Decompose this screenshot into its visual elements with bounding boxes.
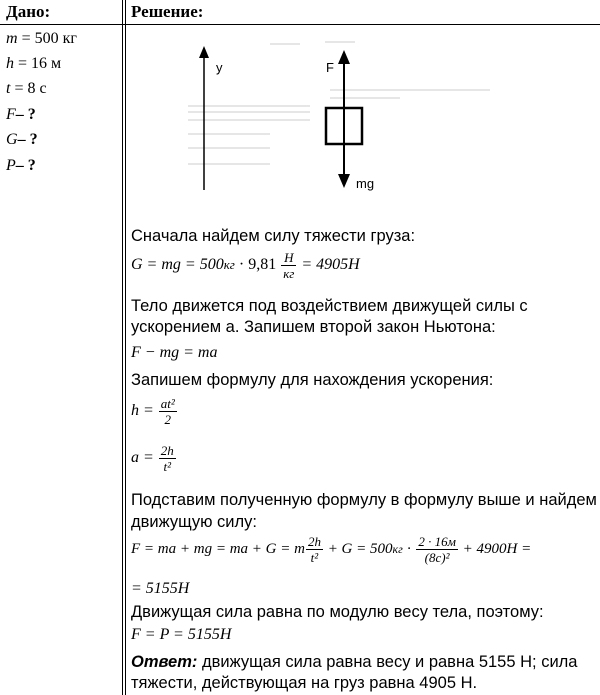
given-time: t = 8 с: [6, 80, 47, 97]
solution-header: Решение:: [131, 2, 204, 21]
step-3-text: Запишем формулу для нахождения ускорения:: [131, 371, 494, 389]
force-diagram: [180, 38, 510, 198]
formula-newton: F − mg = ma: [131, 344, 218, 361]
y-axis-label: y: [216, 60, 223, 75]
formula-result: = 5155H: [131, 580, 190, 597]
given-height: h = 16 м: [6, 55, 62, 72]
given-find-p: P– ?: [6, 157, 36, 174]
given-mass: m = 500 кг: [6, 30, 77, 47]
step-4-text-line1: Подставим полученную формулу в формулу выше и найдем: [131, 491, 597, 509]
column-divider: [122, 0, 123, 695]
answer-line2: тяжести, действующая на груз равна 4905 Н.: [131, 674, 478, 692]
force-up-label: F: [326, 60, 334, 75]
column-divider-inner: [125, 0, 126, 695]
formula-gravity: G = mg = 500кг · 9,81 $\frac{H}{кг}$ = 4905H: [131, 250, 360, 281]
step-1-text: Сначала найдем силу тяжести груза:: [131, 227, 416, 245]
step-2-text-line1: Тело движется под воздействием движущей силы с: [131, 297, 528, 315]
force-down-label: mg: [356, 176, 375, 191]
formula-acceleration: a = $\frac{2h}{\text{t²}}$: [131, 443, 174, 474]
given-find-g: G– ?: [6, 131, 38, 148]
step-5-text: Движущая сила равна по модулю весу тела, поэтому:: [131, 603, 544, 621]
formula-weight: F = P = 5155H: [131, 626, 232, 643]
formula-driving-force: F = ma + mg = ma + G = m $\frac{2h}{\text{t²}}$ + G = 500кг · $\frac{2 \cdot 16м}{\text{(8c)²}}$ + 4900H =: [131, 534, 532, 565]
answer-line1: Ответ: движущая сила равна весу и равна 5155 Н; сила: [131, 653, 578, 671]
header-divider: [0, 24, 600, 25]
formula-height: h = $\frac{\text{at²}}{2}$: [131, 396, 175, 427]
force-up-arrow-icon: [338, 50, 350, 64]
given-header: Дано:: [6, 2, 51, 21]
y-axis-arrow-icon: [199, 46, 209, 58]
answer-label: Ответ:: [131, 653, 198, 671]
force-down-arrow-icon: [338, 174, 350, 188]
step-4-text-line2: движущую силу:: [131, 513, 257, 531]
step-2-text-line2: ускорением a. Запишем второй закон Ньютона:: [131, 318, 496, 336]
given-find-f: F– ?: [6, 106, 36, 123]
